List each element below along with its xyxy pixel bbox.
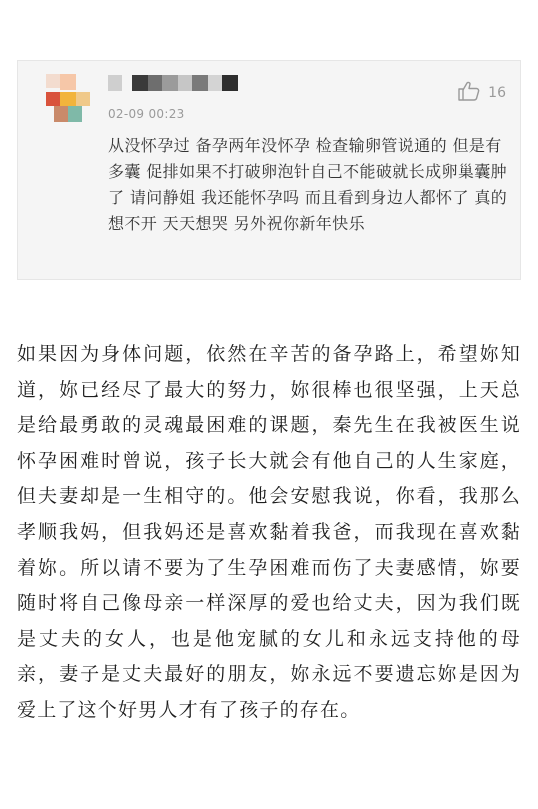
- comment-text: 从没怀孕过 备孕两年没怀孕 检查输卵管说通的 但是有多囊 促排如果不打破卵泡针自己不能破就长成卵巢囊肿了 请问静姐 我还能怀孕吗 而且看到身边人都怀了 真的想不开 天天想哭 另外祝你新年快乐: [108, 136, 508, 233]
- thumbs-up-icon: [458, 81, 480, 105]
- like-count: 16: [488, 85, 506, 101]
- comment-card: [17, 60, 521, 280]
- like-button[interactable]: [458, 81, 506, 105]
- author-name-redacted[interactable]: [108, 75, 258, 91]
- comment-timestamp: 02-09 00:23: [108, 107, 185, 121]
- article-paragraph: 如果因为身体问题，依然在辛苦的备孕路上，希望妳知道，妳已经尽了最大的努力，妳很棒也很坚强，上天总是给最勇敢的灵魂最困难的课题，秦先生在我被医生说怀孕困难时曾说，孩子长大就会有他自己的人生家庭，但夫妻却是一生相守的。他会安慰我说，你看，我那么孝顺我妈，但我妈还是喜欢黏着我爸，而我现在喜欢黏着妳。所以请不要为了生孕困难而伤了夫妻感情，妳要随时将自己像母亲一样深厚的爱也给丈夫，因为我们既是丈夫的女人，也是他宠腻的女儿和永远支持他的母亲，妻子是丈夫最好的朋友，妳永远不要遗忘妳是因为爱上了这个好男人才有了孩子的存在。: [17, 343, 521, 721]
- avatar[interactable]: [46, 74, 92, 124]
